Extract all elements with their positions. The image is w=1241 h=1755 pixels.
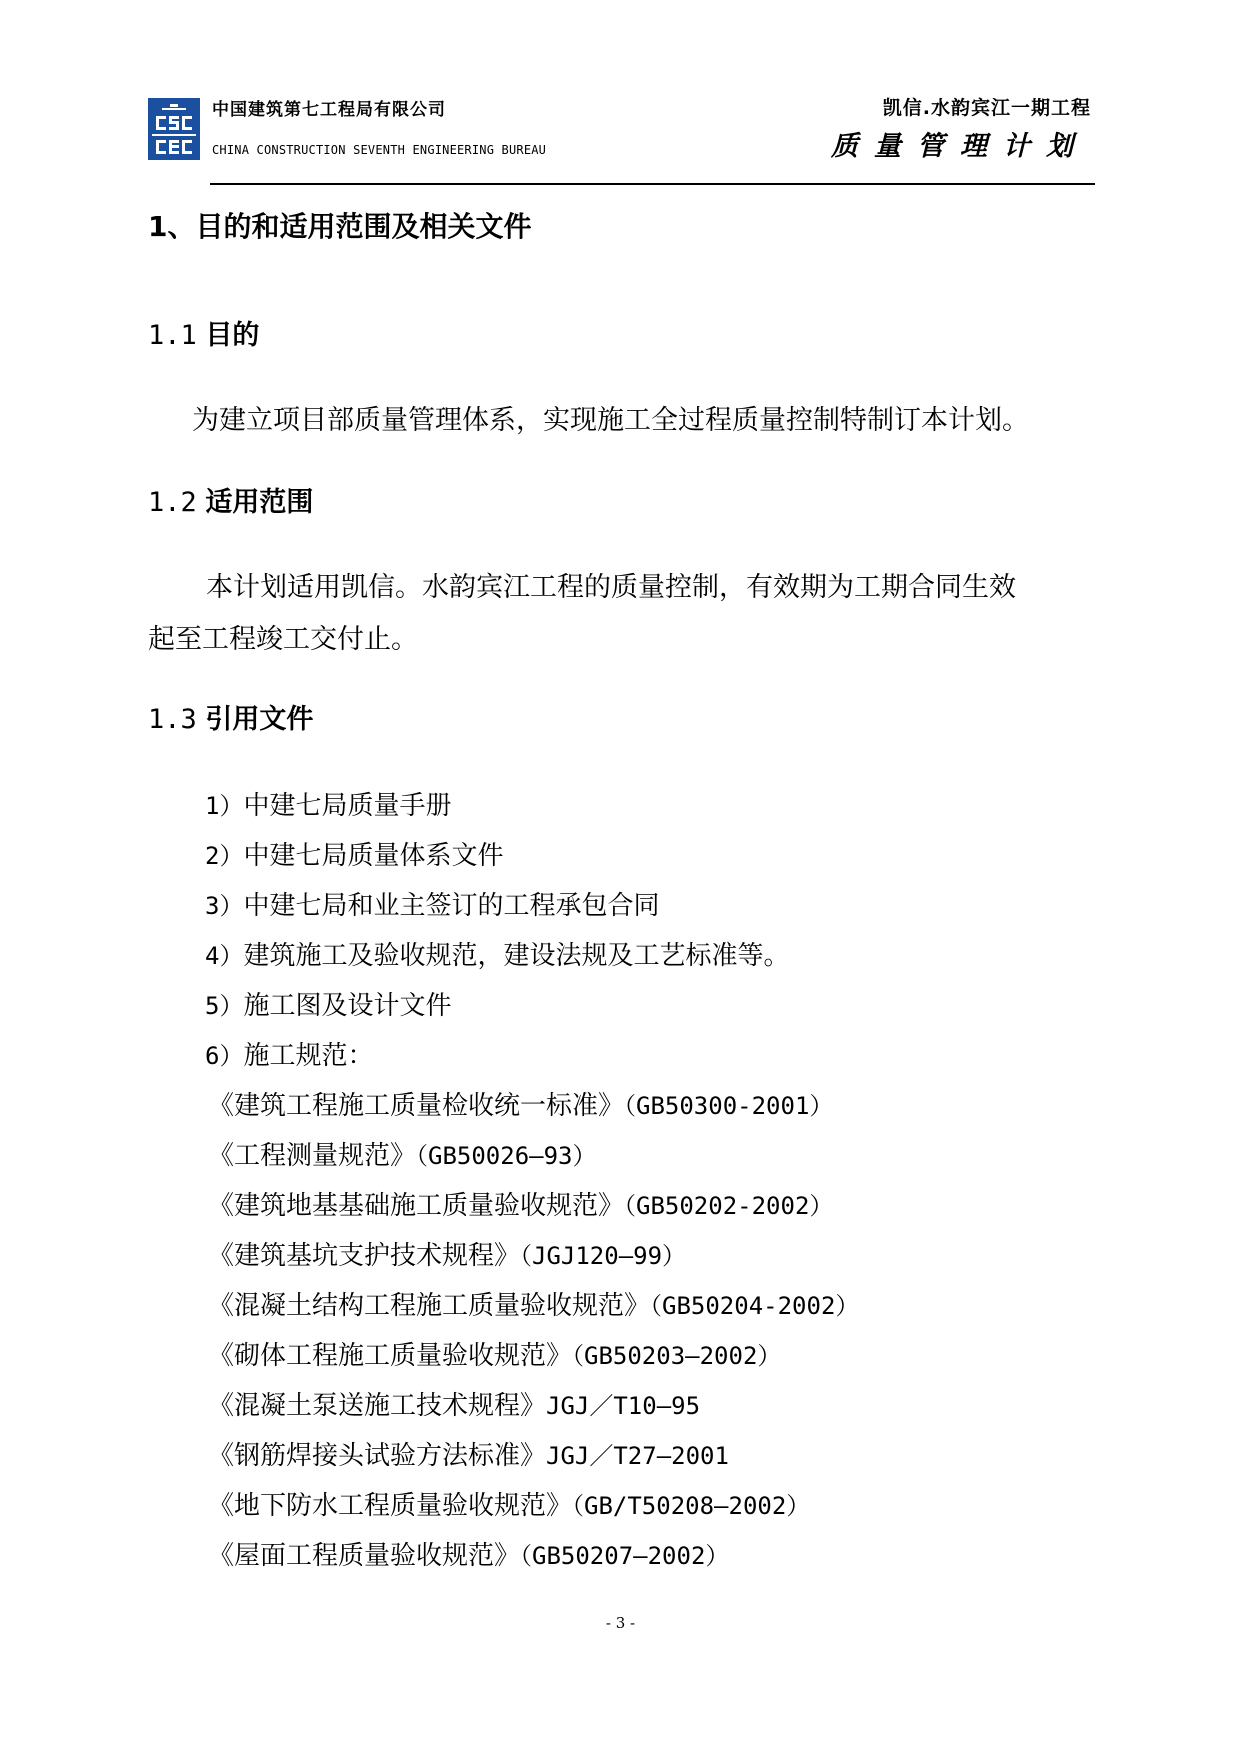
standard-code: （GB50203—2002） bbox=[572, 1342, 782, 1370]
list-item-text: 施工图及设计文件 bbox=[243, 991, 452, 1021]
header-divider bbox=[210, 183, 1095, 185]
standard-code: JGJ／T27—2001 bbox=[546, 1442, 729, 1470]
standard-item bbox=[208, 1535, 729, 1572]
list-item-number: 6） bbox=[205, 1042, 244, 1070]
standard-code: （GB50207—2002） bbox=[520, 1542, 730, 1570]
scope-paragraph-line-1: 本计划适用凯信。水韵宾江工程的质量控制，有效期为工期合同生效 bbox=[206, 572, 1016, 603]
section-1-3-heading bbox=[148, 697, 313, 736]
standard-name: 《混凝土结构工程施工质量验收规范》 bbox=[208, 1291, 651, 1321]
list-item bbox=[205, 985, 451, 1022]
list-item-number: 2） bbox=[205, 842, 244, 870]
list-item-number: 5） bbox=[205, 992, 244, 1020]
list-item-number: 4） bbox=[205, 942, 244, 970]
standard-name: 《砌体工程施工质量验收规范》 bbox=[208, 1341, 573, 1371]
section-title: 目的 bbox=[205, 320, 260, 351]
standard-item bbox=[208, 1235, 686, 1272]
list-item bbox=[205, 885, 659, 922]
standard-code: JGJ／T10—95 bbox=[546, 1392, 701, 1420]
standard-name: 《混凝土泵送施工技术规程》 bbox=[208, 1391, 547, 1421]
standard-name: 《屋面工程质量验收规范》 bbox=[208, 1541, 521, 1571]
standard-name: 《建筑工程施工质量检收统一标准》 bbox=[208, 1091, 625, 1121]
list-item-number: 1） bbox=[205, 792, 244, 820]
standard-code: （GB50300-2001） bbox=[624, 1092, 834, 1120]
company-name-cn: 中国建筑第七工程局有限公司 bbox=[212, 100, 446, 120]
standard-code: （GB50026—93） bbox=[416, 1142, 597, 1170]
section-title: 适用范围 bbox=[205, 487, 314, 518]
list-item bbox=[205, 935, 789, 972]
list-item-text: 中建七局质量手册 bbox=[243, 791, 452, 821]
list-item-text: 建筑施工及验收规范，建设法规及工艺标准等。 bbox=[243, 941, 790, 971]
list-item bbox=[205, 835, 503, 872]
standard-item bbox=[208, 1285, 859, 1322]
standard-name: 《地下防水工程质量验收规范》 bbox=[208, 1491, 573, 1521]
standard-name: 《建筑基坑支护技术规程》 bbox=[208, 1241, 521, 1271]
scope-paragraph-line-2: 起至工程竣工交付止。 bbox=[148, 624, 418, 655]
purpose-paragraph: 为建立项目部质量管理体系，实现施工全过程质量控制特制订本计划。 bbox=[192, 405, 1029, 436]
list-item-text: 中建七局和业主签订的工程承包合同 bbox=[243, 891, 660, 921]
list-item-text: 施工规范： bbox=[243, 1041, 374, 1071]
section-title: 引用文件 bbox=[205, 704, 314, 735]
project-name: 凯信.水韵宾江一期工程 bbox=[882, 97, 1091, 119]
list-item bbox=[205, 785, 451, 822]
standard-item bbox=[208, 1485, 810, 1522]
list-item-number: 3） bbox=[205, 892, 244, 920]
standard-code: （GB/T50208—2002） bbox=[572, 1492, 811, 1520]
section-1-heading: 1、目的和适用范围及相关文件 bbox=[148, 210, 532, 243]
standard-name: 《建筑地基基础施工质量验收规范》 bbox=[208, 1191, 625, 1221]
standard-code: （GB50202-2002） bbox=[624, 1192, 834, 1220]
standard-item bbox=[208, 1435, 729, 1472]
section-1-1-heading bbox=[148, 313, 259, 352]
section-1-2-heading bbox=[148, 480, 313, 519]
standard-item bbox=[208, 1135, 597, 1172]
list-item-text: 中建七局质量体系文件 bbox=[243, 841, 504, 871]
standard-name: 《工程测量规范》 bbox=[208, 1141, 417, 1171]
company-name-en: CHINA CONSTRUCTION SEVENTH ENGINEERING BUREAU bbox=[212, 143, 547, 157]
standard-item bbox=[208, 1185, 833, 1222]
section-number: 1.3 bbox=[148, 704, 197, 735]
page-number: - 3 - bbox=[605, 1614, 636, 1632]
section-number: 1.1 bbox=[148, 320, 197, 351]
standard-item bbox=[208, 1335, 781, 1372]
document-title: 质量管理计划 bbox=[831, 131, 1089, 162]
list-item bbox=[205, 1035, 373, 1072]
standard-item bbox=[208, 1385, 700, 1422]
standard-item bbox=[208, 1085, 833, 1122]
cscec-logo-icon bbox=[148, 98, 200, 160]
section-number: 1.2 bbox=[148, 487, 197, 518]
standard-code: （GB50204-2002） bbox=[650, 1292, 860, 1320]
standard-name: 《钢筋焊接头试验方法标准》 bbox=[208, 1441, 547, 1471]
standard-code: （JGJ120—99） bbox=[520, 1242, 687, 1270]
